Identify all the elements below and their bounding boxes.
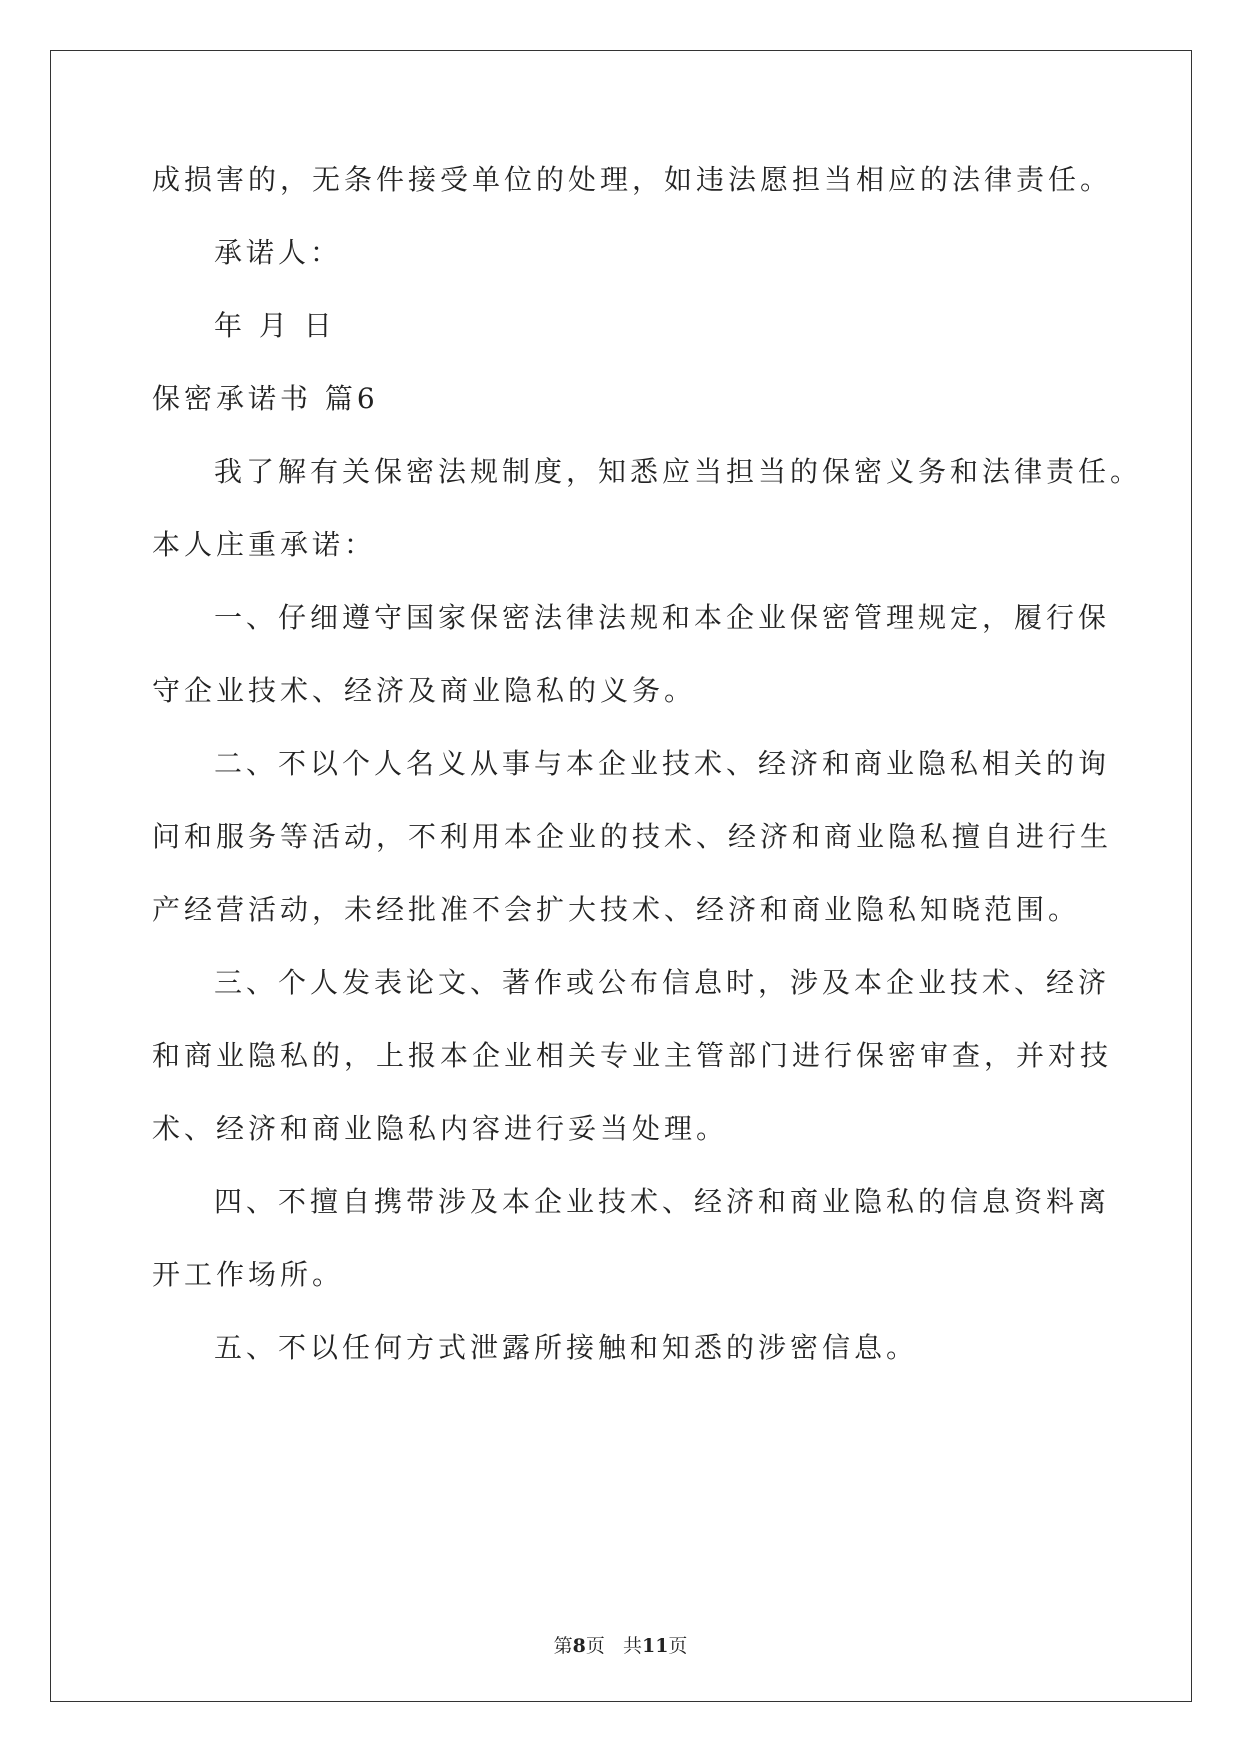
signer-label: 承诺人： <box>214 236 343 269</box>
page-number-suffix: 页 <box>585 1635 605 1657</box>
date-line: 年 月 日 <box>214 309 336 342</box>
clause-5-line: 五、不以任何方式泄露所接触和知悉的涉密信息。 <box>214 1331 919 1364</box>
clause-4-line: 开工作场所。 <box>152 1258 345 1291</box>
page-footer <box>0 1634 1241 1658</box>
clause-1-line: 一、仔细遵守国家保密法律法规和本企业保密管理规定，履行保 <box>214 601 1111 634</box>
text-line: 我了解有关保密法规制度，知悉应当担当的保密义务和法律责任。 <box>214 455 1143 488</box>
page-total: 11 <box>641 1635 669 1657</box>
page-border <box>50 50 1192 1702</box>
clause-2-line: 产经营活动，未经批准不会扩大技术、经济和商业隐私知晓范围。 <box>152 893 1081 926</box>
clause-1-line: 守企业技术、经济及商业隐私的义务。 <box>152 674 697 707</box>
text-line: 本人庄重承诺： <box>152 528 377 561</box>
clause-2-line: 二、不以个人名义从事与本企业技术、经济和商业隐私相关的询 <box>214 747 1111 780</box>
clause-3-line: 三、个人发表论文、著作或公布信息时，涉及本企业技术、经济 <box>214 966 1111 999</box>
page-number-current: 8 <box>572 1635 586 1657</box>
page-number-prefix: 第 <box>553 1635 573 1657</box>
clause-2-line: 问和服务等活动，不利用本企业的技术、经济和商业隐私擅自进行生 <box>152 820 1113 853</box>
page-total-suffix: 页 <box>668 1635 688 1657</box>
clause-4-line: 四、不擅自携带涉及本企业技术、经济和商业隐私的信息资料离 <box>214 1185 1111 1218</box>
section-heading: 保密承诺书 篇6 <box>152 382 379 415</box>
text-line: 成损害的，无条件接受单位的处理，如违法愿担当相应的法律责任。 <box>152 163 1113 196</box>
clause-3-line: 术、经济和商业隐私内容进行妥当处理。 <box>152 1112 729 1145</box>
clause-3-line: 和商业隐私的，上报本企业相关专业主管部门进行保密审查，并对技 <box>152 1039 1113 1072</box>
page-total-prefix: 共 <box>622 1635 642 1657</box>
